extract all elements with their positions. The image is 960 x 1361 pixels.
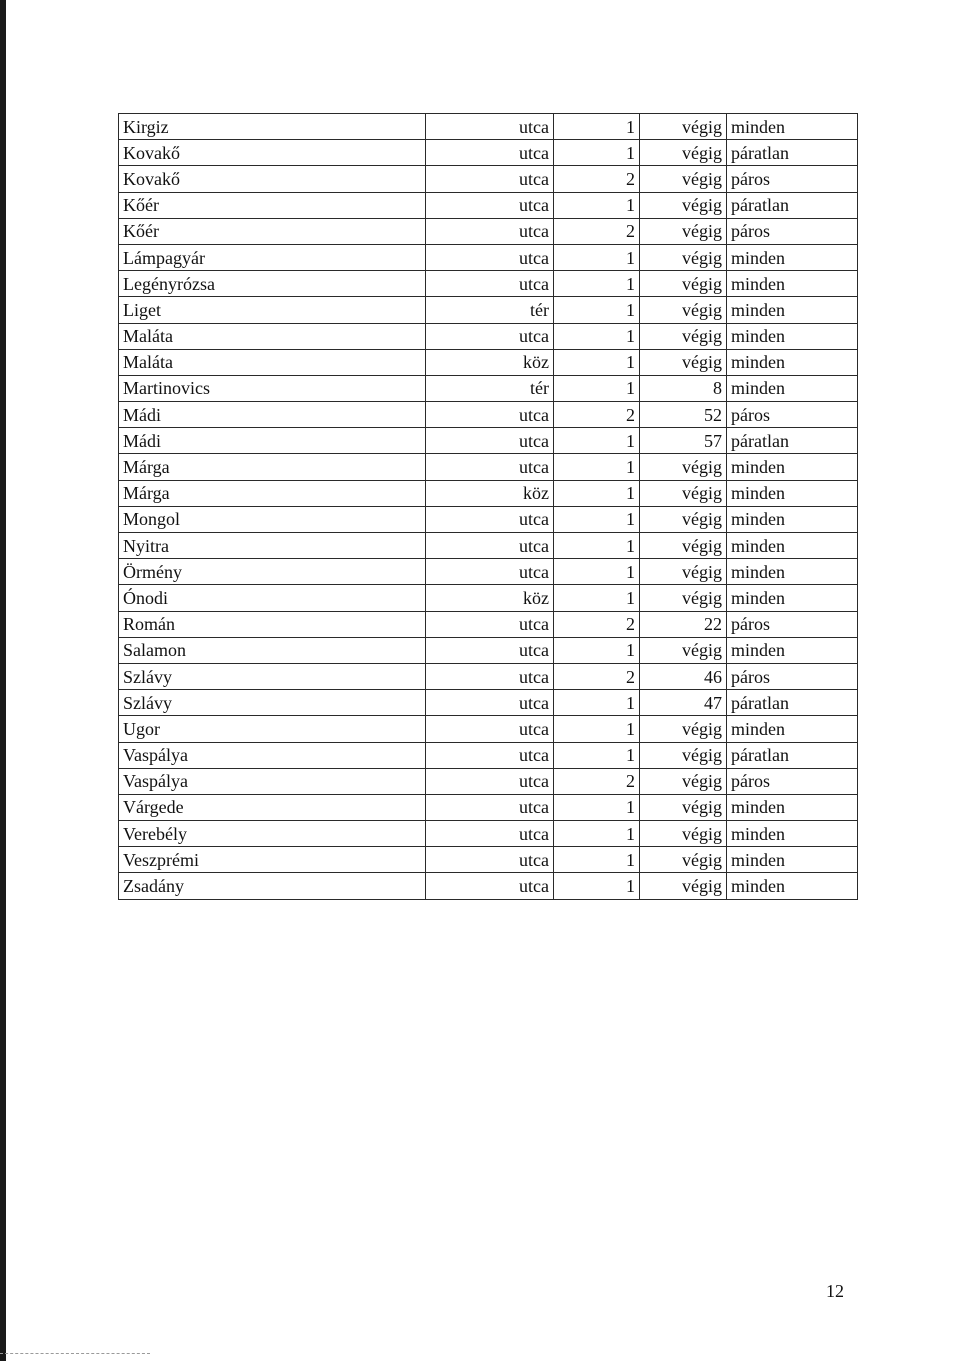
street-name-cell: Román (119, 611, 426, 637)
street-type-cell: utca (426, 663, 554, 689)
street-type-cell: köz (426, 480, 554, 506)
parity-cell: minden (727, 847, 858, 873)
street-type-cell: utca (426, 768, 554, 794)
street-name-cell: Mádi (119, 402, 426, 428)
house-number-to-cell: végig (640, 716, 727, 742)
house-number-from-cell: 1 (554, 114, 640, 140)
street-name-cell: Kőér (119, 192, 426, 218)
table-row (119, 244, 858, 270)
street-type-cell: utca (426, 506, 554, 532)
parity-cell: minden (727, 794, 858, 820)
table-row (119, 611, 858, 637)
parity-cell: minden (727, 559, 858, 585)
house-number-to-cell: végig (640, 506, 727, 532)
table-row (119, 114, 858, 140)
street-name-cell: Martinovics (119, 375, 426, 401)
house-number-from-cell: 1 (554, 742, 640, 768)
house-number-from-cell: 1 (554, 244, 640, 270)
street-name-cell: Márga (119, 480, 426, 506)
street-type-cell: utca (426, 323, 554, 349)
street-name-cell: Mongol (119, 506, 426, 532)
house-number-from-cell: 1 (554, 454, 640, 480)
parity-cell: páros (727, 218, 858, 244)
table-row (119, 533, 858, 559)
table-row (119, 140, 858, 166)
street-name-cell: Nyitra (119, 533, 426, 559)
street-name-cell: Maláta (119, 323, 426, 349)
parity-cell: minden (727, 297, 858, 323)
house-number-to-cell: végig (640, 768, 727, 794)
street-type-cell: köz (426, 585, 554, 611)
table-row (119, 742, 858, 768)
street-name-cell: Salamon (119, 637, 426, 663)
table-row (119, 218, 858, 244)
parity-cell: páratlan (727, 428, 858, 454)
scan-bottom-artifact (0, 1353, 150, 1354)
parity-cell: minden (727, 533, 858, 559)
street-name-cell: Kirgiz (119, 114, 426, 140)
house-number-to-cell: végig (640, 637, 727, 663)
parity-cell: minden (727, 716, 858, 742)
table-row (119, 297, 858, 323)
house-number-from-cell: 1 (554, 192, 640, 218)
parity-cell: minden (727, 271, 858, 297)
house-number-to-cell: végig (640, 873, 727, 899)
house-number-to-cell: 8 (640, 375, 727, 401)
street-type-cell: utca (426, 533, 554, 559)
house-number-from-cell: 1 (554, 637, 640, 663)
street-name-cell: Szlávy (119, 663, 426, 689)
street-name-cell: Ugor (119, 716, 426, 742)
page-number: 12 (826, 1281, 844, 1301)
parity-cell: páratlan (727, 742, 858, 768)
table-row (119, 166, 858, 192)
table-row (119, 768, 858, 794)
street-name-cell: Verebély (119, 821, 426, 847)
house-number-from-cell: 1 (554, 271, 640, 297)
street-type-cell: utca (426, 690, 554, 716)
house-number-to-cell: végig (640, 847, 727, 873)
parity-cell: minden (727, 349, 858, 375)
parity-cell: minden (727, 323, 858, 349)
house-number-to-cell: végig (640, 742, 727, 768)
street-type-cell: utca (426, 847, 554, 873)
house-number-from-cell: 1 (554, 847, 640, 873)
street-name-cell: Vaspálya (119, 768, 426, 794)
table-row (119, 428, 858, 454)
house-number-from-cell: 1 (554, 794, 640, 820)
parity-cell: páratlan (727, 140, 858, 166)
table-row (119, 454, 858, 480)
house-number-to-cell: végig (640, 349, 727, 375)
street-name-cell: Kőér (119, 218, 426, 244)
parity-cell: minden (727, 244, 858, 270)
table-row (119, 271, 858, 297)
table-row (119, 794, 858, 820)
parity-cell: minden (727, 821, 858, 847)
house-number-to-cell: végig (640, 297, 727, 323)
table-row (119, 323, 858, 349)
street-name-cell: Márga (119, 454, 426, 480)
street-type-cell: tér (426, 375, 554, 401)
parity-cell: minden (727, 375, 858, 401)
house-number-from-cell: 1 (554, 690, 640, 716)
table-row (119, 349, 858, 375)
house-number-from-cell: 1 (554, 716, 640, 742)
table-row (119, 663, 858, 689)
house-number-to-cell: végig (640, 480, 727, 506)
house-number-to-cell: végig (640, 533, 727, 559)
house-number-from-cell: 1 (554, 297, 640, 323)
parity-cell: minden (727, 114, 858, 140)
house-number-to-cell: végig (640, 323, 727, 349)
house-number-from-cell: 2 (554, 166, 640, 192)
parity-cell: páros (727, 768, 858, 794)
house-number-from-cell: 1 (554, 533, 640, 559)
street-name-cell: Örmény (119, 559, 426, 585)
street-type-cell: köz (426, 349, 554, 375)
house-number-from-cell: 2 (554, 611, 640, 637)
parity-cell: páros (727, 663, 858, 689)
parity-cell: páros (727, 611, 858, 637)
street-type-cell: utca (426, 794, 554, 820)
house-number-to-cell: végig (640, 192, 727, 218)
house-number-from-cell: 1 (554, 349, 640, 375)
house-number-to-cell: 46 (640, 663, 727, 689)
street-type-cell: utca (426, 244, 554, 270)
street-name-cell: Ónodi (119, 585, 426, 611)
house-number-from-cell: 1 (554, 821, 640, 847)
street-type-cell: utca (426, 716, 554, 742)
house-number-from-cell: 2 (554, 663, 640, 689)
house-number-from-cell: 1 (554, 140, 640, 166)
street-type-cell: utca (426, 637, 554, 663)
parity-cell: páratlan (727, 192, 858, 218)
house-number-to-cell: végig (640, 244, 727, 270)
house-number-to-cell: 52 (640, 402, 727, 428)
house-number-to-cell: végig (640, 271, 727, 297)
street-name-cell: Szlávy (119, 690, 426, 716)
house-number-to-cell: végig (640, 114, 727, 140)
street-table-body (119, 114, 858, 900)
house-number-to-cell: 22 (640, 611, 727, 637)
house-number-from-cell: 1 (554, 506, 640, 532)
parity-cell: minden (727, 873, 858, 899)
street-type-cell: utca (426, 559, 554, 585)
house-number-to-cell: végig (640, 140, 727, 166)
house-number-from-cell: 1 (554, 873, 640, 899)
street-name-cell: Vaspálya (119, 742, 426, 768)
parity-cell: minden (727, 480, 858, 506)
table-row (119, 402, 858, 428)
street-name-cell: Várgede (119, 794, 426, 820)
street-type-cell: utca (426, 742, 554, 768)
street-type-cell: utca (426, 402, 554, 428)
house-number-from-cell: 2 (554, 218, 640, 244)
street-type-cell: tér (426, 297, 554, 323)
table-row (119, 821, 858, 847)
street-type-cell: utca (426, 454, 554, 480)
house-number-to-cell: 57 (640, 428, 727, 454)
house-number-to-cell: végig (640, 559, 727, 585)
street-name-cell: Liget (119, 297, 426, 323)
parity-cell: minden (727, 506, 858, 532)
parity-cell: páros (727, 166, 858, 192)
house-number-from-cell: 1 (554, 585, 640, 611)
street-type-cell: utca (426, 271, 554, 297)
house-number-to-cell: végig (640, 166, 727, 192)
house-number-to-cell: végig (640, 585, 727, 611)
table-row (119, 637, 858, 663)
parity-cell: minden (727, 637, 858, 663)
table-row (119, 506, 858, 532)
parity-cell: minden (727, 454, 858, 480)
house-number-from-cell: 1 (554, 323, 640, 349)
street-type-cell: utca (426, 192, 554, 218)
table-row (119, 690, 858, 716)
street-name-cell: Legényrózsa (119, 271, 426, 297)
house-number-to-cell: végig (640, 794, 727, 820)
street-name-cell: Maláta (119, 349, 426, 375)
parity-cell: páros (727, 402, 858, 428)
street-type-cell: utca (426, 218, 554, 244)
street-type-cell: utca (426, 873, 554, 899)
street-type-cell: utca (426, 611, 554, 637)
street-name-cell: Zsadány (119, 873, 426, 899)
table-row (119, 480, 858, 506)
house-number-to-cell: végig (640, 454, 727, 480)
house-number-from-cell: 1 (554, 559, 640, 585)
table-row (119, 847, 858, 873)
street-type-cell: utca (426, 140, 554, 166)
table-row (119, 585, 858, 611)
house-number-from-cell: 2 (554, 768, 640, 794)
table-row (119, 375, 858, 401)
scan-left-edge (0, 0, 6, 1361)
street-name-cell: Lámpagyár (119, 244, 426, 270)
house-number-from-cell: 2 (554, 402, 640, 428)
house-number-to-cell: 47 (640, 690, 727, 716)
house-number-to-cell: végig (640, 821, 727, 847)
table-row (119, 716, 858, 742)
parity-cell: minden (727, 585, 858, 611)
street-type-cell: utca (426, 166, 554, 192)
street-type-cell: utca (426, 428, 554, 454)
street-name-cell: Mádi (119, 428, 426, 454)
street-type-cell: utca (426, 114, 554, 140)
house-number-to-cell: végig (640, 218, 727, 244)
house-number-from-cell: 1 (554, 428, 640, 454)
table-row (119, 559, 858, 585)
table-row (119, 873, 858, 899)
parity-cell: páratlan (727, 690, 858, 716)
house-number-from-cell: 1 (554, 375, 640, 401)
table-row (119, 192, 858, 218)
street-name-cell: Kovakő (119, 140, 426, 166)
house-number-from-cell: 1 (554, 480, 640, 506)
street-name-cell: Kovakő (119, 166, 426, 192)
street-type-cell: utca (426, 821, 554, 847)
street-name-cell: Veszprémi (119, 847, 426, 873)
street-table (118, 113, 858, 900)
